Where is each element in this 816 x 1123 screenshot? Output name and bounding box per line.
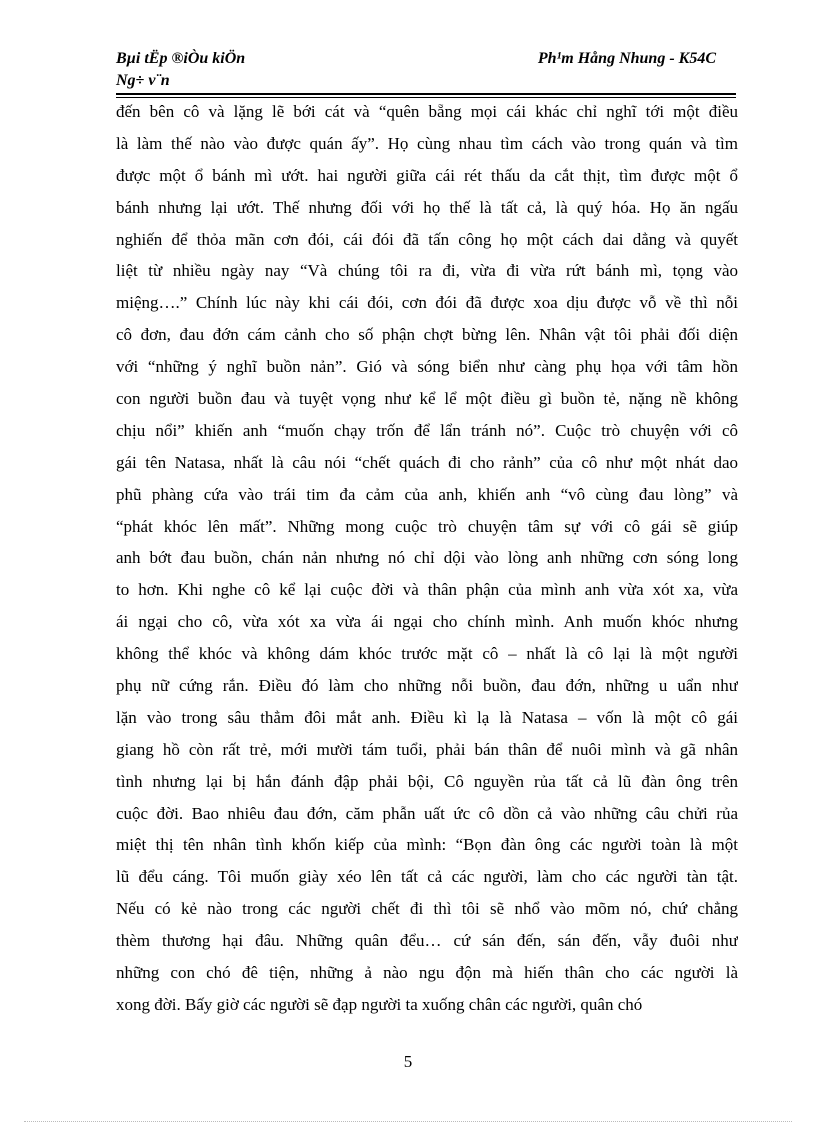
body-text-line: to hơn. Khi nghe cô kể lại cuộc đời và thân phận của mình anh vừa xót xa, vừa [116,580,738,600]
page-number: 5 [403,1052,413,1071]
page-header [116,48,716,92]
body-text-line: là làm thế nào vào được quán ấy”. Họ cùng nhau tìm cách vào trong quán và tìm [116,133,738,153]
body-text-line: thèm thương hại đâu. Những quân đểu… cứ sán đến, sán đến, vẫy đuôi như [116,931,738,951]
body-text-line: ái ngại cho cô, vừa xót xa vừa ái ngại cho chính mình. Anh muốn khóc nhưng [116,612,738,632]
body-text-line: lặn vào trong sâu thẳm đôi mắt anh. Điều kì lạ là Natasa – vốn là một cô gái [116,707,738,727]
body-text-line: cô đơn, đau đớn cám cảnh cho số phận chợt bừng lên. Nhân vật tôi phải đối diện [116,325,738,345]
body-text-line: “phát khóc lên mất”. Những mong cuộc trò chuyện tâm sự với cô gái sẽ giúp [116,516,738,536]
body-text-line: miệt thị tên nhân tình khốn kiếp của mình: “Bọn đàn ông các người toàn là một [116,835,738,855]
header-course-title: Bµi tËp ®iÒu kiÖn [116,50,246,67]
body-text-line: với “những ý nghĩ buồn nản”. Gió và sóng biển như càng phụ họa với tâm hồn [116,357,738,377]
document-body [116,96,738,1021]
body-text-line: tình nhưng lại bị hắn đánh đập phải bội, Cô nguyền rủa tất cả lũ đàn ông trên [116,771,738,791]
header-subject: Ng÷ v¨n [116,72,170,89]
body-text-line: những con chó đê tiện, những ả nào ngu độn mà hiến thân cho các người là [116,963,738,983]
body-text-line: xong đời. Bấy giờ các người sẽ đạp người ta xuống chân các người, quân chó [116,994,643,1014]
body-text-line: liệt từ nhiều ngày nay “Và chúng tôi ra đi, vừa đi vừa rứt bánh mì, tọng vào [116,261,738,281]
body-text-line: con người buồn đau và tuyệt vọng như kể lể một điều gì buồn tẻ, nặng nề không [116,389,738,409]
body-text-line: đến bên cô và lặng lẽ bới cát và “quên bẵng mọi cái khác chỉ nghĩ tới một điều [116,102,738,121]
body-text-line: phụ nữ cứng rắn. Điều đó làm cho những nỗi buồn, đau đớn, những u uẩn như [116,676,738,696]
body-text-line: lũ đểu cáng. Tôi muốn giày xéo lên tất cả các người, làm cho các người tàn tật. [116,867,738,887]
body-text-line: miệng….” Chính lúc này khi cái đói, cơn đói đã được xoa dịu được vỗ về thì nỗi [116,293,738,313]
header-author: Ph¹m Hång Nhung - K54C [537,50,716,67]
header-divider [116,93,736,95]
body-text-line: cuộc đời. Bao nhiêu đau đớn, căm phẫn uất ức cô dồn cả vào những câu chửi rủa [116,803,738,823]
body-text-line: Nếu có kẻ nào trong các người chết đi thì tôi sẽ nhổ vào mõm nó, chứ chẳng [116,899,738,919]
page-bottom-edge [24,1121,792,1122]
body-text-line: giang hồ còn rất trẻ, mới mười tám tuổi, phải bán thân để nuôi mình và gã nhân [116,739,738,759]
body-text-line: gái tên Natasa, nhất là câu nói “chết quách đi cho rảnh” của cô như một nhát dao [116,452,738,472]
body-text-line: chịu nổi” khiến anh “muốn chạy trốn để lẩn tránh nó”. Cuộc trò chuyện với cô [116,420,738,440]
body-text-line: nghiến để thỏa mãn cơn đói, cái đói đã tấn công họ một cách dai dẳng và quyết [116,229,738,249]
body-text-line: anh bớt đau buồn, chán nản nhưng nó chỉ dội vào lòng anh những cơn sóng long [116,548,738,568]
body-text-line: không thể khóc và không dám khóc trước mặt cô – nhất là cô lại là một người [116,644,738,664]
body-text-line: bánh nhưng lại ướt. Thế nhưng đối với họ thế là tất cả, là quý hóa. Họ ăn ngấu [116,197,738,217]
body-text-line: phũ phàng cứa vào trái tim đa cảm của anh, khiến anh “vô cùng đau lòng” và [116,484,738,504]
body-text-line: được một ổ bánh mì ướt. hai người giữa cái rét thấu da cắt thịt, tìm được một ổ [116,165,738,185]
